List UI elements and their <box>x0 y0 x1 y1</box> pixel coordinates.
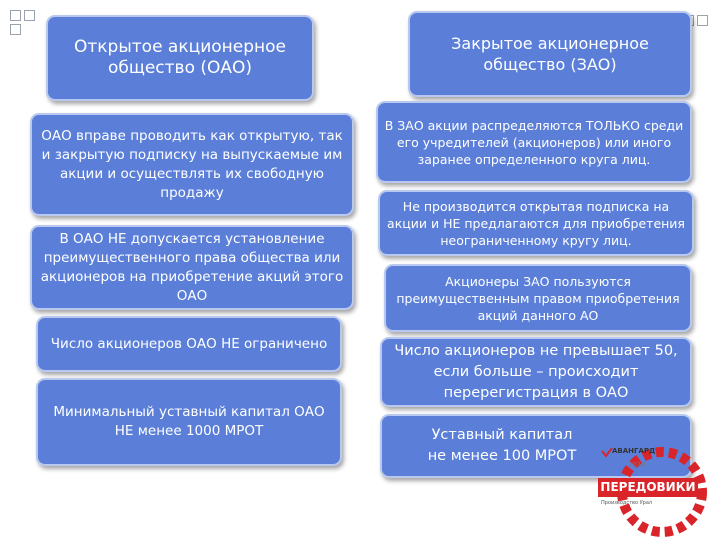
oao-item-2: В ОАО НЕ допускается установление преимущественного права общества или акционеров на приобретение акций этого ОАО <box>30 225 354 310</box>
oao-header <box>46 15 314 101</box>
zao-item-4: Число акционеров не превышает 50, если больше – происходит перерегистрация в ОАО <box>380 337 692 407</box>
corner-square-5 <box>697 15 708 26</box>
oao-item-4: Минимальный уставный капитал ОАО НЕ менее 1000 МРОТ <box>36 378 342 466</box>
oao-item-1: ОАО вправе проводить как открытую, так и закрытую подписку на выпускаемые им акции и осуществлять их свободную продажу <box>30 113 354 216</box>
logo-sub-text: 2013 <box>628 461 646 469</box>
zao-item-3: Акционеры ЗАО пользуются преимущественным правом приобретения акций данного АО <box>384 264 692 332</box>
corner-square-1 <box>10 10 21 21</box>
logo-main-text: ПЕРЕДОВИКИ <box>598 478 698 497</box>
logo-top-text: АВАНГАРД <box>612 447 656 455</box>
oao-header-text: Открытое акционерное общество (ОАО) <box>74 37 286 78</box>
corner-square-2 <box>24 10 35 21</box>
corner-square-3 <box>10 24 21 35</box>
zao-header-text: Закрытое акционерное общество (ЗАО) <box>451 34 649 74</box>
zao-header <box>408 11 692 97</box>
zao-item-1: В ЗАО акции распределяются ТОЛЬКО среди его учредителей (акционеров) или иного заранее определенного круга лиц. <box>376 101 692 183</box>
oao-item-3: Число акционеров ОАО НЕ ограничено <box>36 316 342 372</box>
zao-item-2: Не производится открытая подписка на акции и НЕ предлагаются для приобретения неограниченному кругу лиц. <box>378 190 694 256</box>
zao-item-5: Уставный капитал не менее 100 МРОТ <box>380 414 692 478</box>
logo-bottom-text: Производство Урал <box>601 500 653 506</box>
